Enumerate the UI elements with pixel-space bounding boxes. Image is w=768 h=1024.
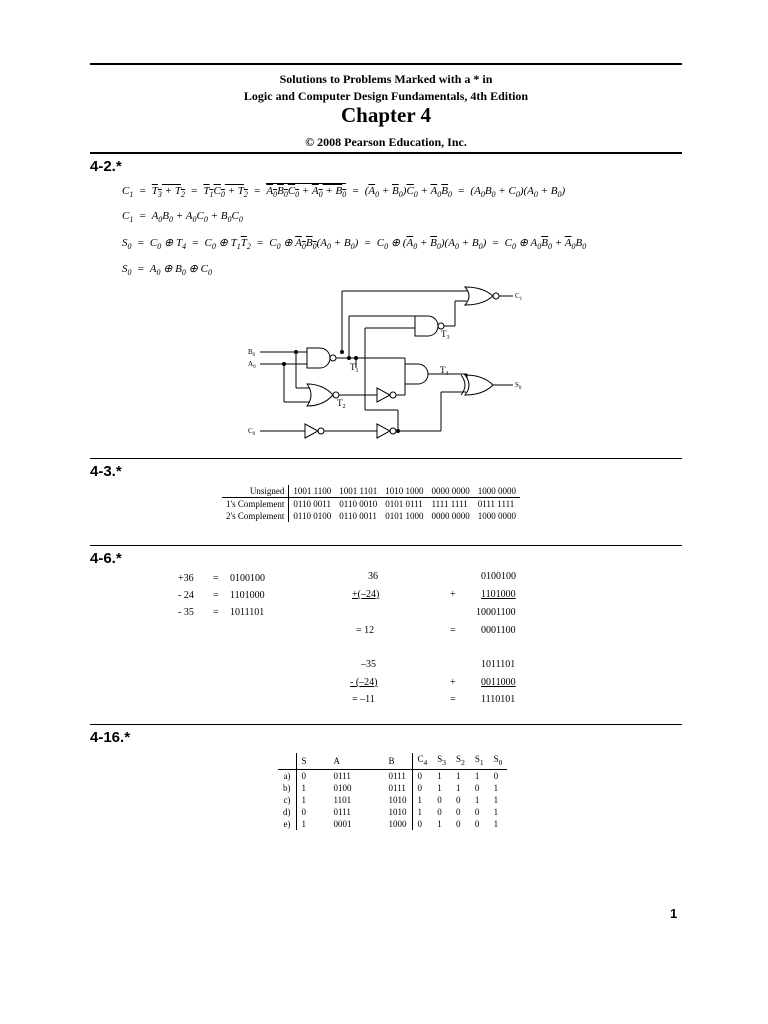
table-header-cell: $S_3$ (432, 753, 451, 769)
calc2-op: + (450, 677, 456, 688)
copyright: © 2008 Pearson Education, Inc. (305, 135, 467, 149)
table-cell: a) (278, 769, 296, 782)
table-cell: 1010 1000 (381, 485, 427, 498)
table-cell: 0000 0000 (427, 485, 473, 498)
table-cell: 0100 (333, 782, 352, 793)
calc2-bin-a: 1011101 (481, 659, 516, 670)
table-cell: e) (278, 818, 296, 830)
b0-label: $B_0$ (248, 348, 256, 358)
table-row (278, 806, 507, 818)
page-number: 1 (670, 906, 678, 921)
table-cell: 1 (437, 782, 442, 793)
table-cell: 1 (493, 806, 499, 817)
table-cell: 1 (301, 782, 306, 793)
table-cell: d) (278, 806, 296, 818)
table-cell: 1 (301, 794, 306, 805)
calc2-bin-result: 1110101 (481, 694, 516, 705)
calc2-bin-b: 0011000 (481, 677, 516, 688)
table-cell: 1001 1101 (335, 485, 381, 498)
table-cell: b) (278, 782, 296, 794)
calc2-a: –35 (361, 659, 376, 670)
table-header-cell: $S_2$ (451, 753, 470, 769)
calc1-sum: 10001100 (476, 607, 516, 618)
table-cell: 0 (301, 806, 306, 817)
problem-4-2-label: 4-2.* (90, 158, 122, 175)
calc1-b: +(–24) (352, 589, 380, 600)
table-header-cell: S (296, 753, 312, 769)
def-lhs-35: - 35 (178, 607, 194, 618)
table-cell: 0 (456, 818, 461, 829)
table-cell: 1 (493, 818, 499, 829)
section-rule-4-6 (90, 545, 682, 546)
table-cell: 0 (474, 806, 480, 817)
table-cell: 1101 (333, 794, 352, 805)
table-cell: 0 (474, 818, 480, 829)
calc1-bin-b: 1101000 (481, 589, 516, 600)
table-cell: 0111 (357, 782, 413, 794)
calc1-bin-result: 0001100 (481, 625, 516, 636)
header-line-1: Solutions to Problems Marked with a * in (279, 72, 493, 86)
table-cell: 1010 (357, 806, 413, 818)
table-cell: 1 (437, 818, 442, 829)
table-row (278, 753, 507, 769)
table-cell: 0 (456, 794, 461, 805)
equation-c1-expanded: $C_1 = T_3 + T_2 = T_1C_0 + T_2 = A_0B_0C_0 + A_0 + B_0 = (\overline{A}_0 + \overline{B}_0)\overline{C}_0 + \overline{A}_0\overline{B}_0 = (A_0B_0 + C_0)(A_0 + B_0)$ (122, 185, 566, 200)
header-line-2: Logic and Computer Design Fundamentals, 4th Edition (243, 89, 529, 103)
table-cell: 0111 1111 (477, 499, 515, 509)
equation-c1-simplified: $C_1 = A_0B_0 + A_0C_0 + B_0C_0$ (122, 210, 243, 225)
table-cell: 0111 (333, 770, 351, 781)
calc1-op: + (450, 589, 456, 600)
calc2-eq: = (450, 694, 456, 705)
table-cell: 0110 0011 (339, 511, 377, 521)
table-cell: 0 (456, 806, 461, 817)
table-cell: 0110 0010 (339, 499, 378, 509)
table-row (278, 794, 507, 806)
def-rhs-24: 1101000 (230, 590, 265, 601)
full-adder-circuit (245, 280, 545, 445)
table-cell: 0110 0100 (293, 511, 332, 521)
table-cell: 0 (417, 782, 423, 793)
section-rule-4-3 (90, 458, 682, 459)
adder-results-table (278, 753, 507, 830)
def-eq: = (213, 573, 219, 584)
problem-4-3-label: 4-3.* (90, 463, 122, 480)
table-cell: 1 (301, 818, 306, 829)
table-cell: 1000 0000 (474, 485, 520, 498)
chapter-title: Chapter 4 (340, 103, 432, 127)
table-cell: 0 (437, 806, 442, 817)
table-row (278, 818, 507, 830)
table-cell: 1010 (357, 794, 413, 806)
table-cell: 2's Complement (222, 510, 289, 522)
table-cell: 0 (437, 794, 442, 805)
table-cell: 0 (474, 782, 480, 793)
table-cell: 0001 (333, 818, 352, 829)
table-cell: 1 (474, 794, 480, 805)
table-cell: 1111 1111 (431, 499, 468, 509)
table-cell: 1's Complement (222, 498, 289, 511)
table-cell: 1 (493, 794, 499, 805)
def-rhs-35: 1011101 (230, 607, 265, 618)
header-rule (90, 152, 682, 154)
table-cell: 0 (417, 818, 423, 829)
table-cell: 0101 0111 (385, 499, 423, 509)
table-cell: 1 (417, 806, 423, 817)
table-row (222, 510, 520, 522)
table-cell: 1 (456, 782, 461, 793)
table-cell: c) (278, 794, 296, 806)
table-header-cell: $S_0$ (489, 753, 508, 769)
table-cell: 0000 0000 (431, 511, 470, 521)
table-header-cell: $S_1$ (470, 753, 489, 769)
table-cell: 0 (417, 770, 423, 781)
table-header-cell: $C_4$ (412, 753, 432, 769)
table-cell: 0111 (333, 806, 351, 817)
t2-label: $T_2$ (337, 398, 346, 410)
table-cell (278, 753, 296, 769)
table-cell: 0111 (357, 769, 413, 782)
section-rule-4-16 (90, 724, 682, 725)
calc1-eq: = (450, 625, 456, 636)
t4-label: $T_4$ (440, 365, 449, 377)
def-lhs-24: - 24 (178, 590, 194, 601)
a0-label: $A_0$ (248, 360, 256, 370)
table-cell: 0101 1000 (385, 511, 424, 521)
def-eq: = (213, 607, 219, 618)
problem-4-6-label: 4-6.* (90, 550, 122, 567)
def-rhs-36: 0100100 (230, 573, 265, 584)
table-cell: 1 (437, 770, 442, 781)
problem-4-16-label: 4-16.* (90, 729, 131, 746)
table-cell: 1 (417, 794, 423, 805)
table-cell: Unsigned (222, 485, 289, 498)
table-header-cell: B (357, 753, 413, 769)
table-header-cell: A (312, 753, 357, 769)
table-cell: 0 (493, 770, 499, 781)
table-row (222, 498, 520, 511)
table-row (222, 485, 520, 498)
t1-label: $T_1$ (350, 362, 359, 374)
table-cell: 1000 0000 (477, 511, 516, 521)
calc2-b: - (–24) (350, 677, 378, 688)
def-eq: = (213, 590, 219, 601)
c0-label: $C_0$ (248, 427, 256, 437)
equation-s0-simplified: $S_0 = A_0$ ⊕ $B_0$ ⊕ $C_0$ (122, 263, 212, 278)
t3-label: $T_3$ (441, 329, 450, 341)
calc1-a: 36 (368, 571, 378, 582)
table-cell: 1 (493, 782, 499, 793)
top-rule (90, 63, 682, 65)
table-row (278, 782, 507, 794)
calc1-result: = 12 (356, 625, 375, 636)
def-lhs-36: +36 (178, 573, 194, 584)
table-cell: 1001 1100 (289, 485, 335, 498)
table-cell: 1 (474, 770, 480, 781)
equation-s0-expanded: $S_0 = C_0$ ⊕ $T_4 = C_0$ ⊕ $T_1\overline{T}_2 = C_0$ ⊕ $A_0B_0(A_0 + B_0) = C_0$ ⊕ $(\overline{A}_0 + \overline{B}_0)(A_0 + B_0) = C_0$ ⊕ $A_0\overline{B}_0 + \overline{A}_0B_0$ (122, 237, 587, 252)
table-cell: 0110 0011 (293, 499, 331, 509)
s0-label: $S_0$ (515, 381, 522, 391)
calc2-result: = –11 (352, 694, 375, 705)
table-cell: 0 (301, 770, 306, 781)
table-row (278, 769, 507, 782)
table-cell: 1000 (357, 818, 413, 830)
table-cell: 1 (456, 770, 461, 781)
calc1-bin-a: 0100100 (481, 571, 516, 582)
complement-table (222, 485, 520, 522)
c1-label: $C_1$ (515, 292, 523, 302)
